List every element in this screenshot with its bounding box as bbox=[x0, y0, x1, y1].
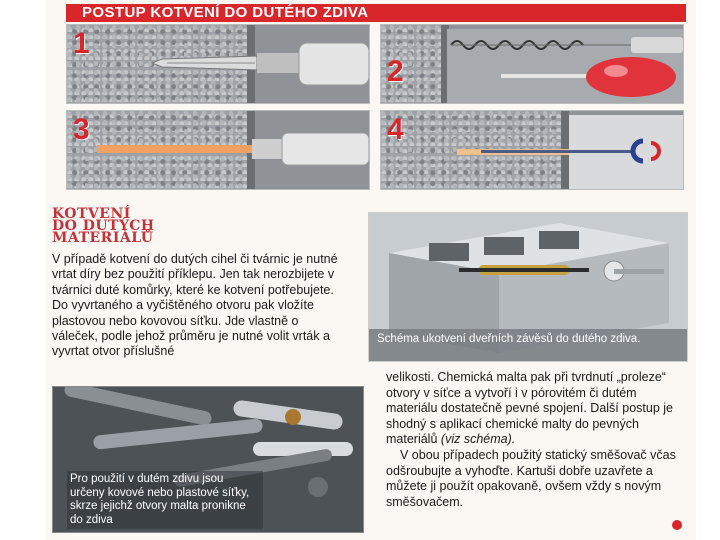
body-text-column-2: velikosti. Chemická malta pak při tvrdnutí „proleze“ otvory v síťce a vytvoří i v pórovitém či dutém materiálu dostatečně pevné spojení. Další postup je shodný s aplikací chemické malty do pevných materiálů (viz schéma). V obou případech použitý statický směšovač včas odšroubujte a vyhoďte. Kartuši dobře uzavřete a můžete ji použít opakovaně, ovšem vždy s novým směšovačem. bbox=[386, 370, 676, 509]
anchor-illustration bbox=[381, 111, 683, 189]
step-number: 4 bbox=[387, 113, 404, 146]
cleaning-illustration bbox=[381, 25, 683, 103]
body-text-column-1: V případě kotvení do dutých cihel či tvárnic je nutné vrtat díry bez použití příklepu. Jen tak nerozbijete v tvárnici duté komůrky, které ke kotvení potřebujete. Do vyvrtaného a vyčištěného otvoru pak vložíte plastovou nebo kovovou síťku. Jde vlastně o váleček, podle jehož průměru je nutné volit vrták a vyvrtat otvor příslušné bbox=[52, 252, 338, 359]
anchor-sleeves-photo bbox=[52, 386, 364, 533]
step-1-panel bbox=[66, 24, 370, 104]
end-marker-dot bbox=[672, 520, 682, 530]
step-number: 1 bbox=[73, 27, 90, 60]
section-title: KOTVENÍ DO DUTÝCH MATERIÁLŮ bbox=[52, 206, 155, 246]
step-number: 3 bbox=[73, 113, 90, 146]
step-2-panel bbox=[380, 24, 684, 104]
drill-illustration bbox=[67, 25, 369, 103]
step-number: 2 bbox=[387, 55, 404, 88]
header-banner bbox=[66, 4, 686, 22]
step-4-panel bbox=[380, 110, 684, 190]
banner-title: POSTUP KOTVENÍ DO DUTÉHO ZDIVA bbox=[82, 4, 369, 21]
anchoring-diagram bbox=[368, 212, 688, 362]
magazine-page bbox=[46, 0, 696, 540]
step-3-panel bbox=[66, 110, 370, 190]
diagram-caption: Schéma ukotvení dveřních závěsů do dutého zdiva. bbox=[369, 329, 687, 361]
photo-caption: Pro použití v dutém zdivu jsou určeny kovové nebo plastové síťky, skrze jejichž otvory malta pronikne do zdiva bbox=[67, 471, 263, 529]
mortar-illustration bbox=[67, 111, 369, 189]
